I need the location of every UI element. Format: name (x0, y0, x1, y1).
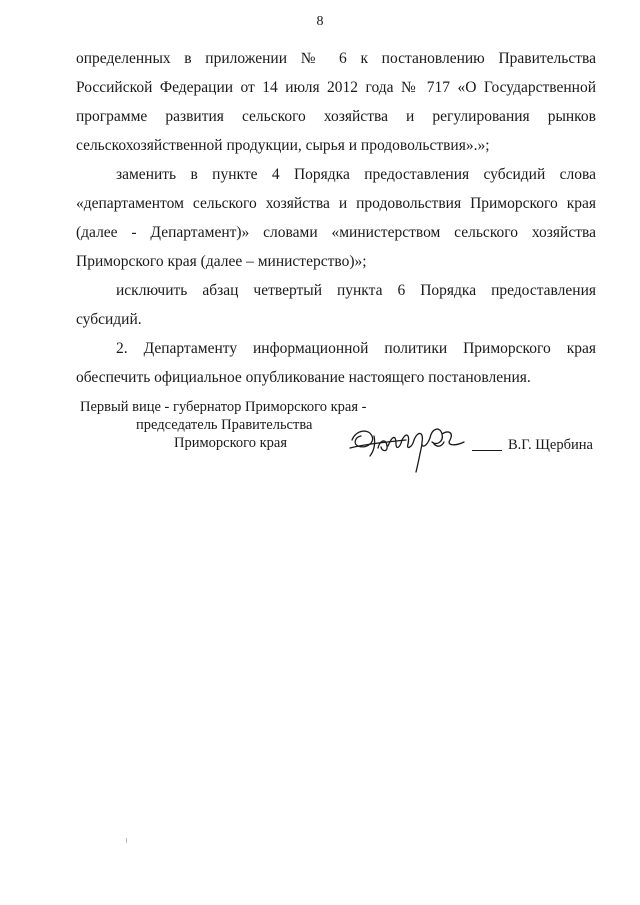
scan-artifact (126, 838, 127, 843)
signer-position-line-1: Первый вице - губернатор Приморского края - (80, 399, 367, 415)
paragraph-publication-order: 2. Департаменту информационной политики Приморского края обеспечить официальное опубликование настоящего постановления. (76, 340, 596, 386)
signer-name: В.Г. Щербина (508, 437, 593, 453)
signer-position-line-3: Приморского края (174, 435, 288, 451)
paragraph-exclude-clause: исключить абзац четвертый пункта 6 Порядка предоставления субсидий. (76, 282, 596, 328)
handwritten-signature (346, 418, 476, 476)
page-number: 8 (316, 14, 324, 29)
document-body (76, 44, 596, 392)
signer-position-line-2: председатель Правительства (136, 417, 313, 433)
signature-underline (472, 450, 502, 451)
paragraph-continuation: определенных в приложении № 6 к постановлению Правительства Российской Федерации от 14 июля 2012 года № 717 «О Государственной программе развития сельского хозяйства и регулирования рынков сельскохозяйственной продукции, сырья и продовольствия».»; (76, 50, 596, 154)
signature-block (80, 398, 610, 478)
paragraph-replace-wording: заменить в пункте 4 Порядка предоставления субсидий слова «департаментом сельского хозяйства и продовольствия Приморского края (далее - Департамент)» словами «министерством сельского хозяйства Приморского края (далее – министерство)»; (76, 166, 596, 270)
